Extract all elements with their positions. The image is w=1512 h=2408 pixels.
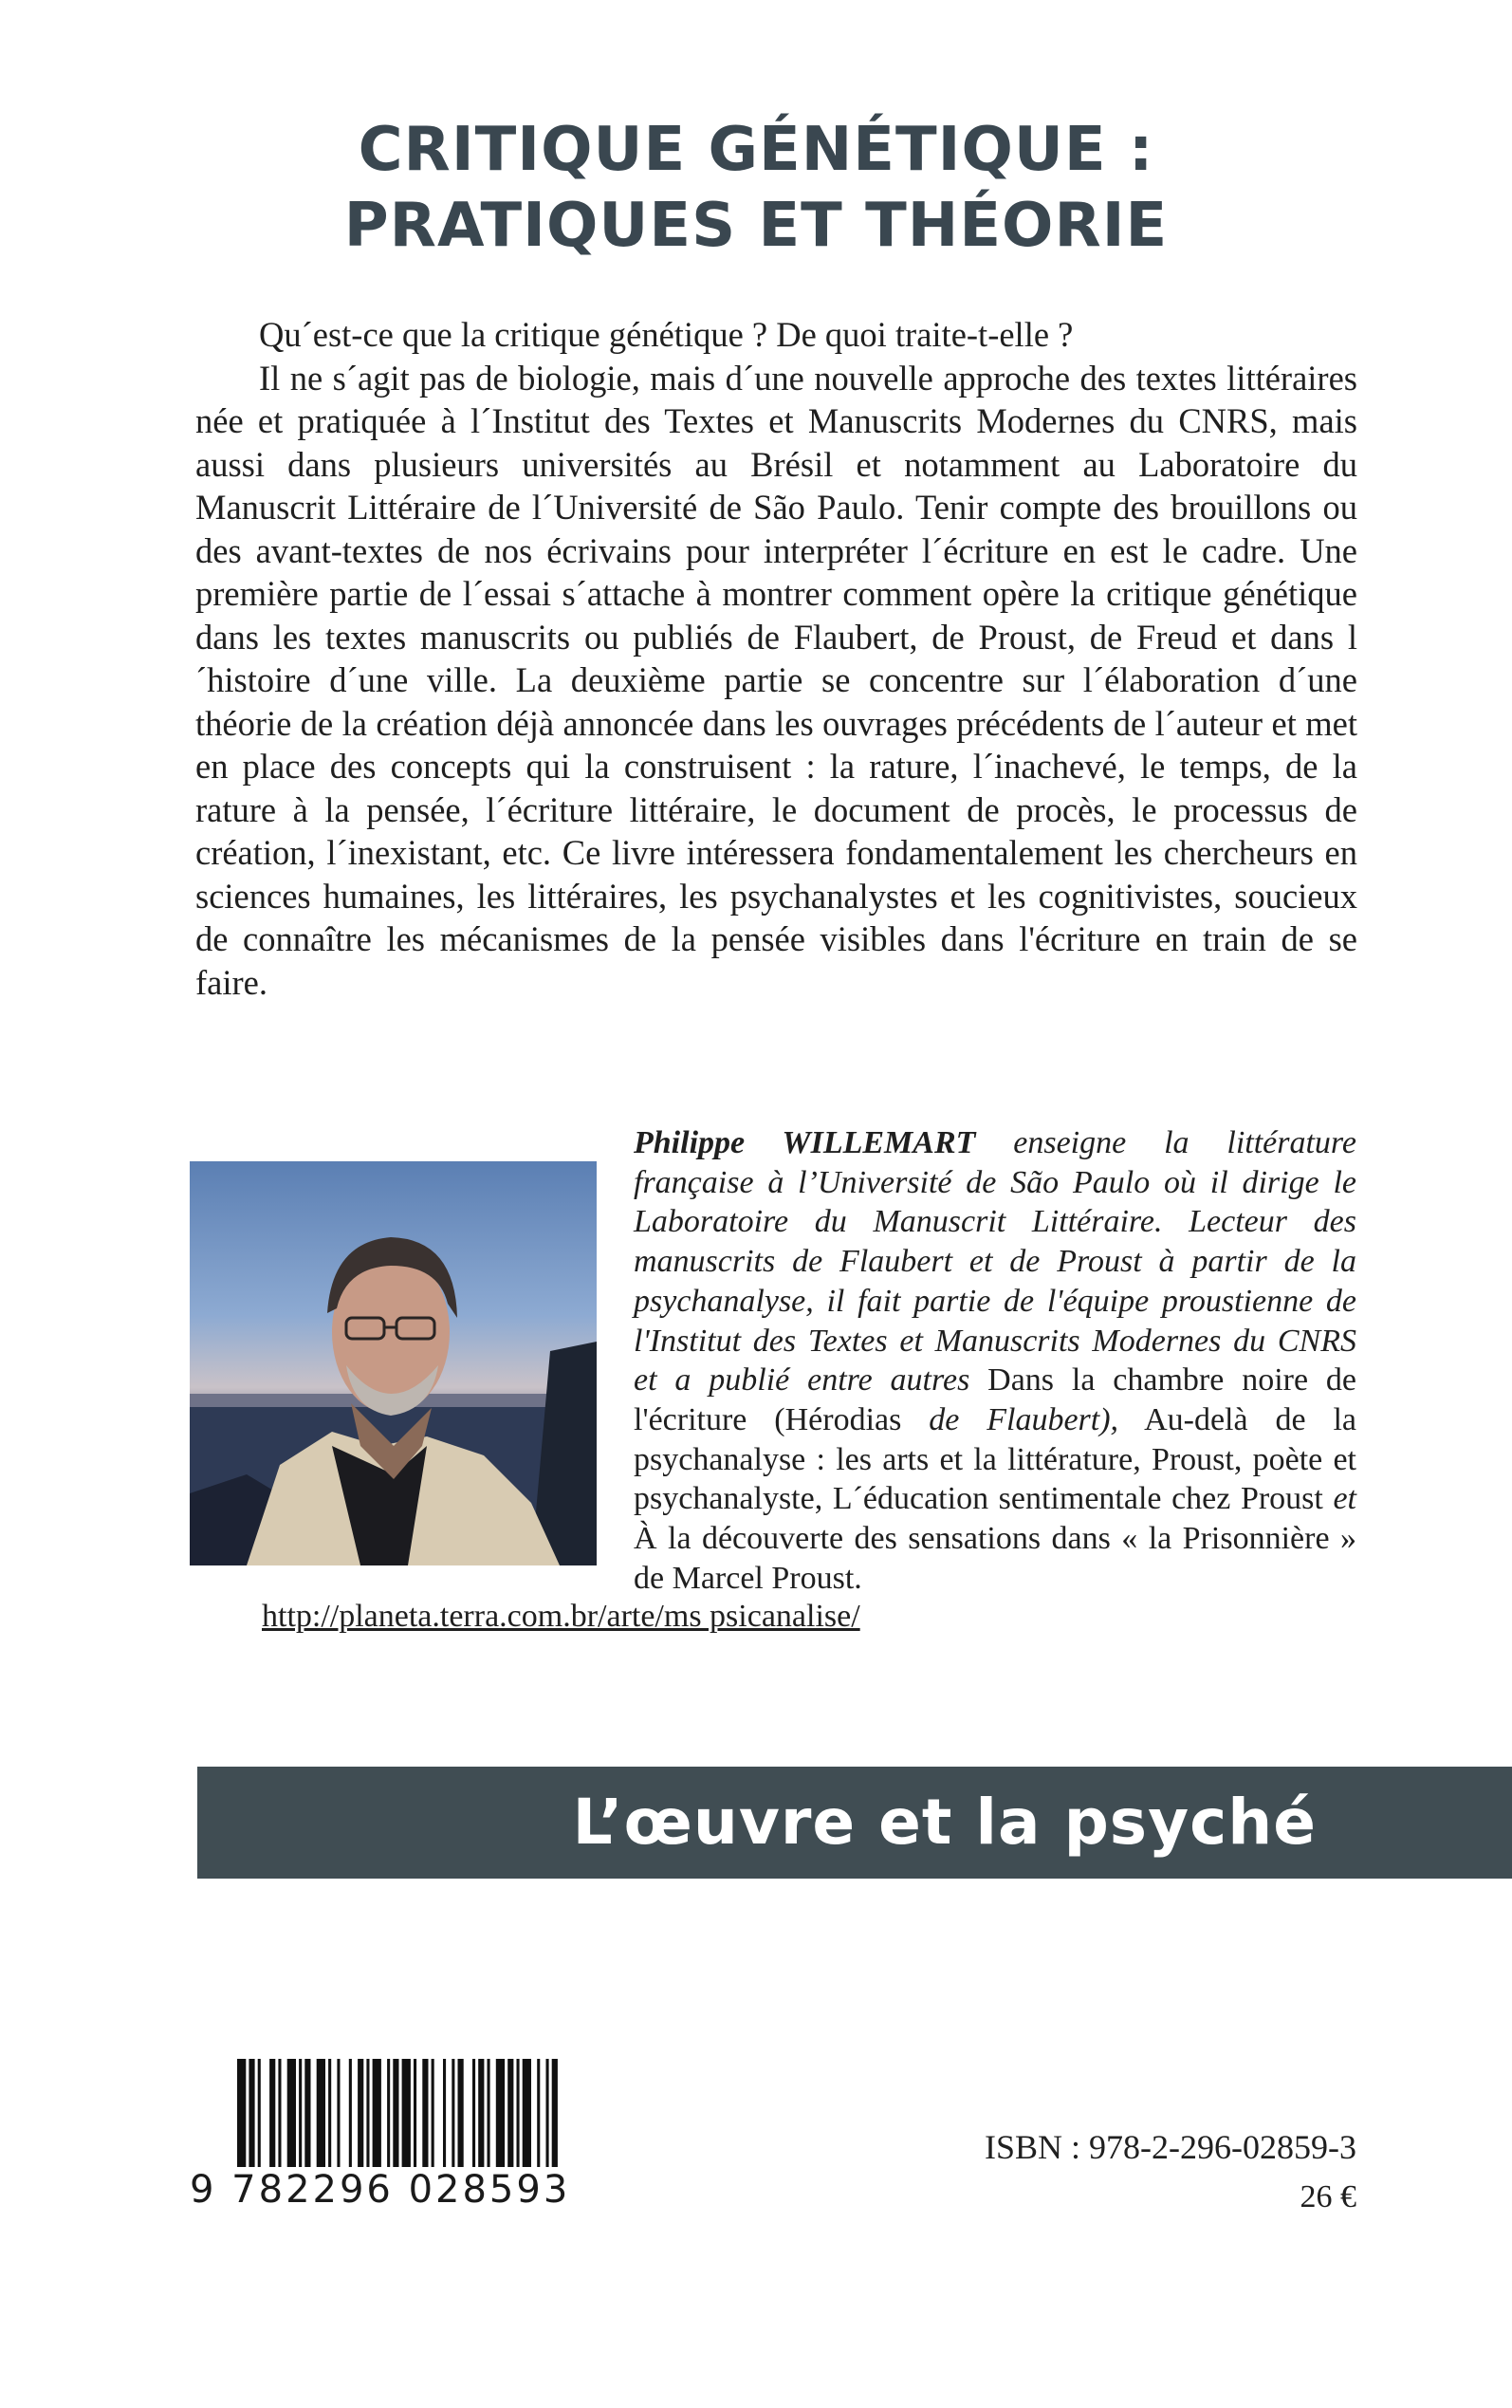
bio-text-4: Au-delà de la psychanalyse : les arts et la littérature, Proust, poète et psychanalyste, L´éducation sentimentale chez Proust bbox=[634, 1401, 1356, 1517]
bio-paragraph bbox=[634, 1123, 1356, 1598]
series-title: L’œuvre et la psyché bbox=[572, 1786, 1317, 1859]
author-url-link[interactable]: http://planeta.terra.com.br/arte/ms psicanalise/ bbox=[262, 1599, 860, 1634]
isbn-number: ISBN : 978-2-296-02859-3 bbox=[985, 2128, 1356, 2166]
book-summary bbox=[195, 313, 1357, 1004]
series-banner bbox=[197, 1767, 1512, 1879]
bio-text-6: À la découverte des sensations dans « la Prisonnière » de Marcel Proust. bbox=[634, 1521, 1356, 1596]
author-bio bbox=[634, 1123, 1356, 1598]
summary-paragraph-1: Qu´est-ce que la critique génétique ? De quoi traite-t-elle ? bbox=[259, 315, 1074, 354]
bio-text-1: enseigne la littérature française à l’Université de São Paulo où il dirige le Laboratoire du Manuscrit Littéraire. Lecteur des manuscrits de Flaubert et de Proust à partir de la psychanalyse, il fait partie de l'équipe proustienne de l'Institut des Textes et Manuscrits Modernes du CNRS et a publié entre autres bbox=[634, 1125, 1356, 1398]
title-line-1: CRITIQUE GÉNÉTIQUE : bbox=[358, 115, 1154, 185]
title-line-2: PRATIQUES ET THÉORIE bbox=[343, 191, 1169, 261]
author-name: Philippe WILLEMART bbox=[634, 1125, 976, 1160]
book-title bbox=[0, 112, 1512, 264]
bio-text-5: et bbox=[1322, 1481, 1356, 1517]
author-photo bbox=[190, 1161, 597, 1565]
price: 26 € bbox=[1300, 2179, 1356, 2214]
barcode-digits: 9 782296 028593 bbox=[190, 2168, 571, 2212]
bio-text-2: Dans la chambre noire de l'écriture (Hérodias bbox=[634, 1362, 1356, 1437]
bio-text-3: de Flaubert), bbox=[901, 1401, 1119, 1437]
summary-paragraph-2: Il ne s´agit pas de biologie, mais d´une nouvelle approche des textes littéraires née et pratiquée à l´Institut des Textes et Manuscrits Modernes du CNRS, mais aussi dans plusieurs universités au Brésil et notamment au Laboratoire du Manuscrit Littéraire de l´Université de São Paulo. Tenir compte des brouillons ou des avant-textes de nos écrivains pour interpréter l´écriture en est le cadre. Une première partie de l´essai s´attache à montrer comment opère la critique génétique dans les textes manuscrits ou publiés de Flaubert, de Proust, de Freud et dans l´histoire d´une ville. La deuxième partie se concentre sur l´élaboration d´une théorie de la création déjà annoncée dans les ouvrages précédents de l´auteur et met en place des concepts qui la construisent : la rature, l´inachevé, le temps, de la rature à la pensée, l´écriture littéraire, le document de procès, le processus de création, l´inexistant, etc. Ce livre intéressera fondamentalement les chercheurs en sciences humaines, les littéraires, les psychanalystes et les cognitivistes, soucieux de connaître les mécanismes de la pensée visibles dans l'écriture en train de se faire. bbox=[195, 358, 1357, 1002]
